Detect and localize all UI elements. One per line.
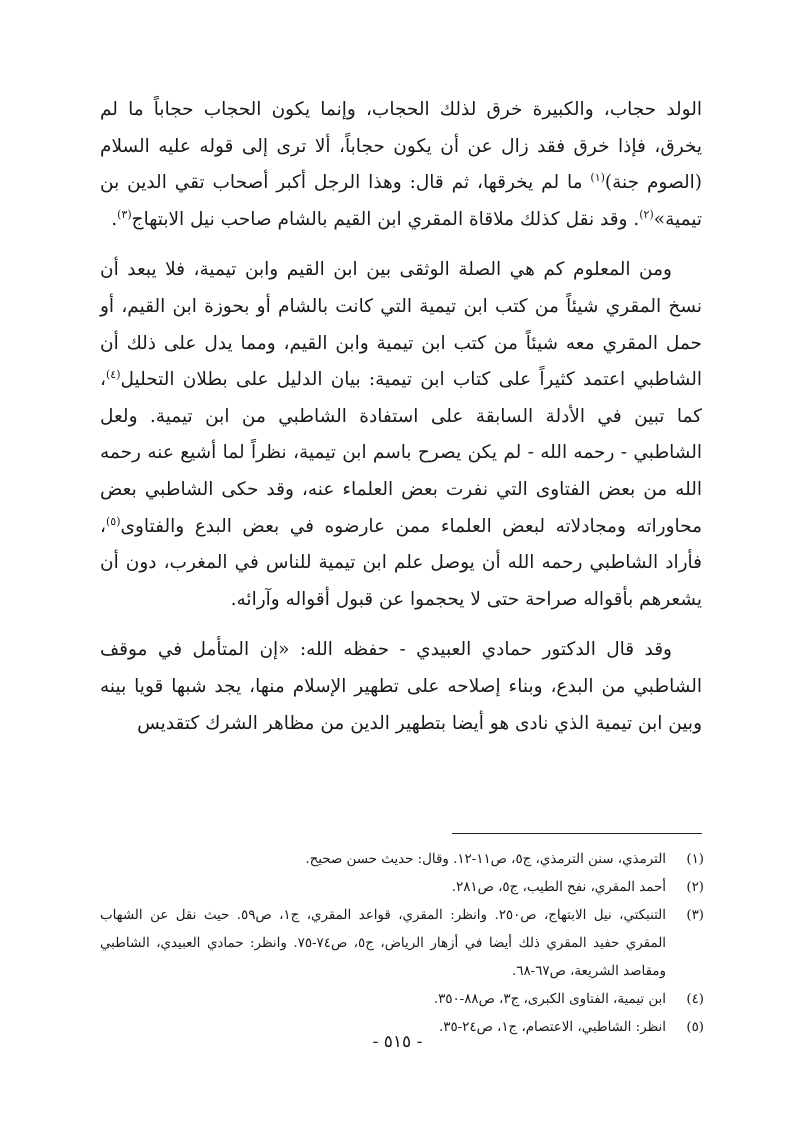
footnote-text: انظر: الشاطبي، الاعتصام، ج١، ص٢٤-٣٥.: [438, 1020, 666, 1035]
footnote-ref-3: (٣): [117, 207, 132, 221]
paragraph-1: [100, 92, 702, 238]
paragraph-3: [100, 632, 702, 742]
footnote-text: ابن تيمية، الفتاوى الكبرى، ج٣، ص٨٨-٣٥٠.: [433, 992, 666, 1007]
footnote-text: الترمذي، سنن الترمذي، ج٥، ص١١-١٢. وقال: حديث حسن صحيح.: [305, 852, 666, 867]
footnote-3: [100, 902, 704, 986]
paragraph-2-text-b: ، كما تبين في الأدلة السابقة على استفادة الشاطبي من ابن تيمية. ولعل الشاطبي - رحمه الله - لم يكن يصرح باسم ابن تيمية، نظراً لما أشيع عنه رحمه الله من بعض الفتاوى التي نفرت بعض العلماء عنه، وقد حكى الشاطبي بعض محاوراته ومجادلاته لبعض العلماء ممن عارضوه في بعض البدع والفتاوى: [100, 369, 702, 537]
paragraph-2-text-a: ومن المعلوم كم هي الصلة الوثقى بين ابن القيم وابن تيمية، فلا يبعد أن نسخ المقري شيئاً من كتب ابن تيمية التي كانت بالشام أو بحوزة ابن القيم، أو حمل المقري معه شيئاً من كتب ابن تيمية وابن القيم، ومما يدل على ذلك أن الشاطبي اعتمد كثيراً على كتاب ابن تيمية: بيان الدليل على بطلان التحليل: [100, 259, 702, 391]
footnote-number: (٤): [686, 992, 704, 1007]
footnote-number: (٢): [686, 880, 704, 895]
footnote-ref-2: (٢): [639, 207, 654, 221]
footnote-text: التنبكتي، نيل الابتهاج، ص٢٥٠. وانظر: المقري، قواعد المقري، ج١، ص٥٩. حيث نقل عن الشهاب المقري حفيد المقري ذلك أيضا في أزهار الرياض، ج٥، ص٧٤-٧٥. وانظر: حمادي العبيدي، الشاطبي ومقاصد الشريعة، ص٦٧-٦٨.: [100, 908, 666, 979]
footnote-text: أحمد المقري، نفح الطيب، ج٥، ص٢٨١.: [451, 880, 666, 895]
footnote-ref-1: (١): [590, 171, 605, 185]
footnotes: [100, 846, 704, 1042]
footnote-ref-4: (٤): [105, 368, 121, 381]
paragraph-1-text-b: ما لم يخرقها، ثم قال: وهذا الرجل أكبر أصحاب تقي الدين بن تيمية»: [100, 172, 702, 230]
footnote-number: (٣): [686, 908, 704, 923]
footnote-separator: [452, 833, 702, 834]
footnote-number: (٥): [686, 1020, 704, 1035]
footnote-number: (١): [686, 852, 704, 867]
paragraph-1-text-c: . وقد نقل كذلك ملاقاة المقري ابن القيم بالشام صاحب نيل الابتهاج: [131, 208, 640, 230]
paragraph-1-text-a: الولد حجاب، والكبيرة خرق لذلك الحجاب، وإنما يكون الحجاب حجاباً ما لم يخرق، فإذا خرق فقد زال عن أن يكون حجاباً، ألا ترى إلى قوله عليه السلام (الصوم جنة): [100, 99, 702, 194]
page-number: - ٥١٥ -: [372, 1032, 423, 1052]
footnote-1: [100, 846, 704, 874]
paragraph-3-text: وقد قال الدكتور حمادي العبيدي - حفظه الله: «إن المتأمل في موقف الشاطبي من البدع، وبناء إصلاحه على تطهير الإسلام منها، يجد شبها قويا بينه وبين ابن تيمية الذي نادى هو أيضا بتطهير الدين من مظاهر الشرك كتقديس: [100, 639, 702, 734]
main-text: [100, 92, 702, 742]
footnote-2: [100, 874, 704, 902]
footnote-4: [100, 986, 704, 1014]
paragraph-2: [100, 252, 702, 618]
paragraph-1-text-d: .: [111, 208, 118, 230]
footnote-ref-5: (٥): [105, 514, 121, 528]
paragraph-2-text-c: ، فأراد الشاطبي رحمه الله أن يوصل علم ابن تيمية للناس في المغرب، دون أن يشعرهم بأقواله صراحة حتى لا يحجموا عن قبول أقواله وآرائه.: [100, 515, 702, 610]
